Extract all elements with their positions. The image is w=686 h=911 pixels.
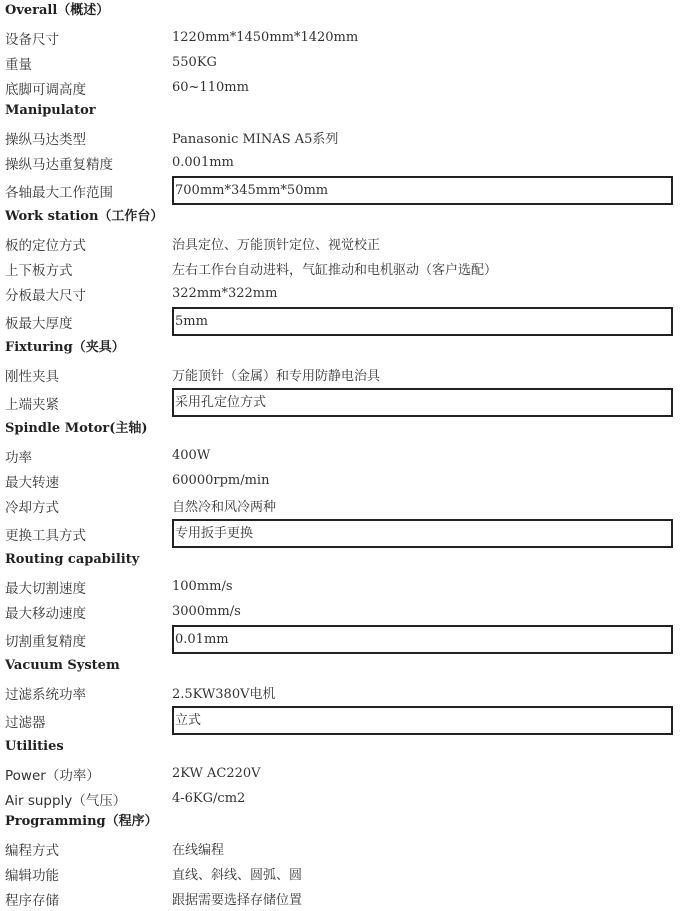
spec-label: 刚性夹具 <box>5 368 59 385</box>
section-header: Manipulator <box>5 103 96 118</box>
spec-row <box>0 786 686 811</box>
spec-label: 最大切割速度 <box>5 580 86 597</box>
spec-row <box>0 599 686 624</box>
spec-value: 2KW AC220V <box>172 766 261 781</box>
spec-value: 直线、斜线、圆弧、圆 <box>172 868 303 883</box>
spec-row <box>0 574 686 599</box>
spec-row <box>0 150 686 175</box>
spec-label: 最大转速 <box>5 474 59 491</box>
spec-row <box>0 125 686 150</box>
spec-label: 最大移动速度 <box>5 605 86 622</box>
spec-value: 0.001mm <box>172 155 234 170</box>
spec-value-boxed: 5mm <box>172 307 673 336</box>
spec-row <box>0 25 686 50</box>
spec-label: 底脚可调高度 <box>5 81 86 98</box>
spec-label: 过滤系统功率 <box>5 686 86 703</box>
spec-label: 各轴最大工作范围 <box>5 184 113 201</box>
spec-label: 功率 <box>5 449 32 466</box>
section-header: Programming（程序） <box>5 814 158 829</box>
spec-value: 1220mm*1450mm*1420mm <box>172 30 359 45</box>
spec-label: 上端夹紧 <box>5 396 59 413</box>
spec-row <box>0 387 686 418</box>
section-header: Utilities <box>5 739 64 754</box>
spec-label: Air supply（气压） <box>5 792 127 809</box>
spec-value: 自然冷和风冷两种 <box>172 500 277 515</box>
spec-row <box>0 306 686 337</box>
spec-row <box>0 493 686 518</box>
spec-row <box>0 50 686 75</box>
spec-row <box>0 362 686 387</box>
section-header: Spindle Motor(主轴) <box>5 421 148 436</box>
spec-label: 板的定位方式 <box>5 237 86 254</box>
spec-label: 板最大厚度 <box>5 315 73 332</box>
spec-row <box>0 468 686 493</box>
spec-value-boxed: 700mm*345mm*50mm <box>172 176 673 205</box>
spec-value-boxed: 立式 <box>172 706 673 735</box>
spec-value: Panasonic MINAS A5系列 <box>172 132 339 147</box>
section-header: Work station（工作台） <box>5 209 164 224</box>
spec-row <box>0 256 686 281</box>
spec-label: 重量 <box>5 56 32 73</box>
spec-row <box>0 231 686 256</box>
section-header: Fixturing（夹具） <box>5 340 125 355</box>
spec-value: 左右工作台自动进料，气缸推动和电机驱动（客户选配） <box>172 263 498 278</box>
spec-label: 过滤器 <box>5 714 46 731</box>
spec-label: 编辑功能 <box>5 867 59 884</box>
spec-value: 60~110mm <box>172 80 249 95</box>
spec-value: 60000rpm/min <box>172 473 270 488</box>
section-header: Routing capability <box>5 552 140 567</box>
spec-value: 2.5KW380V电机 <box>172 687 276 702</box>
section-header: Overall（概述） <box>5 3 110 18</box>
spec-label: 更换工具方式 <box>5 527 86 544</box>
spec-label: 分板最大尺寸 <box>5 287 86 304</box>
spec-row <box>0 624 686 655</box>
spec-label: 冷却方式 <box>5 499 59 516</box>
spec-row <box>0 761 686 786</box>
spec-label: 切割重复精度 <box>5 633 86 650</box>
spec-value: 跟据需要选择存储位置 <box>172 893 303 908</box>
section-header: Vacuum System <box>5 658 120 673</box>
spec-label: 上下板方式 <box>5 262 73 279</box>
spec-row <box>0 836 686 861</box>
spec-value-boxed: 专用扳手更换 <box>172 519 673 548</box>
spec-value: 万能顶针（金属）和专用防静电治具 <box>172 369 381 384</box>
spec-value: 4-6KG/cm2 <box>172 791 246 806</box>
spec-label: 程序存储 <box>5 892 59 909</box>
spec-label: 操纵马达重复精度 <box>5 156 113 173</box>
spec-row <box>0 861 686 886</box>
spec-value: 550KG <box>172 55 217 70</box>
spec-row <box>0 705 686 736</box>
spec-value: 322mm*322mm <box>172 286 278 301</box>
spec-row <box>0 175 686 206</box>
spec-value: 100mm/s <box>172 579 233 594</box>
spec-row <box>0 680 686 705</box>
spec-row <box>0 75 686 100</box>
spec-value-boxed: 采用孔定位方式 <box>172 388 673 417</box>
spec-value: 3000mm/s <box>172 604 241 619</box>
spec-value: 在线编程 <box>172 843 225 858</box>
spec-row <box>0 886 686 911</box>
spec-value: 400W <box>172 448 211 463</box>
spec-value-boxed: 0.01mm <box>172 625 673 654</box>
spec-label: 设备尺寸 <box>5 31 59 48</box>
spec-label: Power（功率） <box>5 767 100 784</box>
spec-label: 操纵马达类型 <box>5 131 86 148</box>
spec-row <box>0 281 686 306</box>
spec-value: 治具定位、万能顶针定位、视觉校正 <box>172 238 381 253</box>
spec-label: 编程方式 <box>5 842 59 859</box>
spec-row <box>0 443 686 468</box>
spec-row <box>0 518 686 549</box>
